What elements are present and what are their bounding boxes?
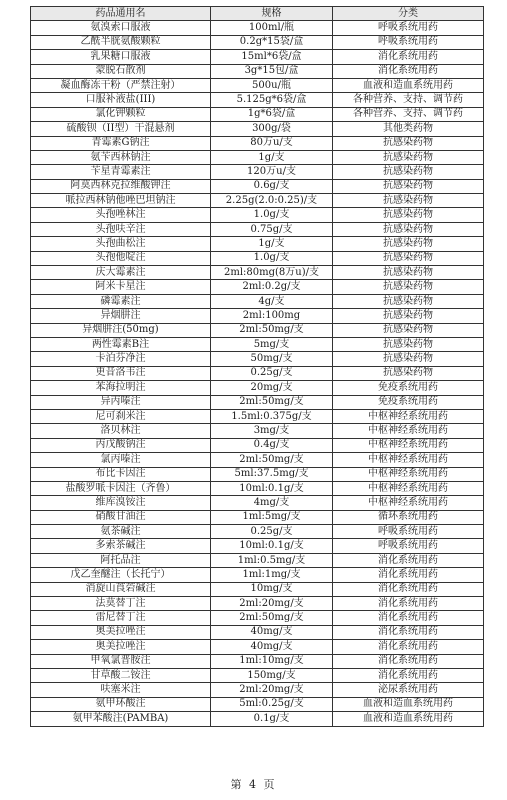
cell-specification: 5ml:0.25g/支 <box>211 697 333 711</box>
cell-category: 各种营养、支持、调节药 <box>333 93 484 107</box>
cell-specification: 20mg/支 <box>211 381 333 395</box>
table-row <box>31 683 484 697</box>
cell-drug-name: 洛贝林注 <box>31 424 211 438</box>
table-row <box>31 337 484 351</box>
cell-category: 抗感染药物 <box>333 309 484 323</box>
table-row <box>31 266 484 280</box>
cell-category: 消化系统用药 <box>333 640 484 654</box>
table-row <box>31 654 484 668</box>
table-row <box>31 453 484 467</box>
table-row <box>31 668 484 682</box>
cell-specification: 0.1g/支 <box>211 712 333 726</box>
cell-category: 消化系统用药 <box>333 50 484 64</box>
cell-drug-name: 更昔洛韦注 <box>31 366 211 380</box>
table-row <box>31 323 484 337</box>
cell-drug-name: 阿托品注 <box>31 553 211 567</box>
page-number: 第 4 页 <box>230 778 277 791</box>
table-row <box>31 539 484 553</box>
cell-category: 抗感染药物 <box>333 352 484 366</box>
cell-specification: 40mg/支 <box>211 625 333 639</box>
cell-drug-name: 氨甲环酸注 <box>31 697 211 711</box>
cell-drug-name: 凝血酶冻干粉（严禁注射） <box>31 78 211 92</box>
cell-specification: 4g/支 <box>211 294 333 308</box>
table-row <box>31 395 484 409</box>
cell-category: 抗感染药物 <box>333 194 484 208</box>
table-row <box>31 438 484 452</box>
table-row <box>31 467 484 481</box>
cell-drug-name: 氨溴索口服液 <box>31 21 211 35</box>
table-row <box>31 251 484 265</box>
cell-drug-name: 法莫替丁注 <box>31 597 211 611</box>
table-row <box>31 64 484 78</box>
header-category: 分类 <box>333 7 484 21</box>
cell-category: 消化系统用药 <box>333 553 484 567</box>
cell-drug-name: 丙戊酸钠注 <box>31 438 211 452</box>
table-row <box>31 582 484 596</box>
cell-category: 抗感染药物 <box>333 280 484 294</box>
table-row <box>31 611 484 625</box>
cell-specification: 4mg/支 <box>211 496 333 510</box>
cell-specification: 0.25g/支 <box>211 366 333 380</box>
cell-category: 消化系统用药 <box>333 64 484 78</box>
cell-category: 中枢神经系统用药 <box>333 438 484 452</box>
table-row <box>31 280 484 294</box>
cell-specification: 15ml*6袋/盒 <box>211 50 333 64</box>
table-row <box>31 222 484 236</box>
cell-specification: 80万u/支 <box>211 136 333 150</box>
cell-drug-name: 庆大霉素注 <box>31 266 211 280</box>
cell-specification: 2ml:50mg/支 <box>211 453 333 467</box>
table-row <box>31 107 484 121</box>
header-drug-name: 药品通用名 <box>31 7 211 21</box>
cell-drug-name: 奥美拉唑注 <box>31 625 211 639</box>
cell-specification: 1.0g/支 <box>211 208 333 222</box>
cell-category: 泌尿系统用药 <box>333 683 484 697</box>
cell-drug-name: 异烟肼注 <box>31 309 211 323</box>
cell-specification: 1.5ml:0.375g/支 <box>211 409 333 423</box>
cell-drug-name: 两性霉素B注 <box>31 337 211 351</box>
cell-specification: 2ml:80mg(8万u)/支 <box>211 266 333 280</box>
cell-category: 中枢神经系统用药 <box>333 409 484 423</box>
cell-category: 中枢神经系统用药 <box>333 467 484 481</box>
cell-specification: 2ml:50mg/支 <box>211 323 333 337</box>
cell-drug-name: 布比卡因注 <box>31 467 211 481</box>
cell-drug-name: 盐酸罗哌卡因注（齐鲁） <box>31 481 211 495</box>
cell-category: 消化系统用药 <box>333 668 484 682</box>
cell-category: 消化系统用药 <box>333 582 484 596</box>
cell-specification: 1g*6袋/盒 <box>211 107 333 121</box>
cell-drug-name: 氯丙嗪注 <box>31 453 211 467</box>
table-row <box>31 366 484 380</box>
table-row <box>31 496 484 510</box>
cell-category: 中枢神经系统用药 <box>333 453 484 467</box>
cell-specification: 2.25g(2.0:0.25)/支 <box>211 194 333 208</box>
table-row <box>31 640 484 654</box>
cell-category: 中枢神经系统用药 <box>333 424 484 438</box>
table-row <box>31 525 484 539</box>
cell-drug-name: 呋塞米注 <box>31 683 211 697</box>
cell-category: 消化系统用药 <box>333 654 484 668</box>
cell-drug-name: 氨茶碱注 <box>31 525 211 539</box>
cell-drug-name: 哌拉西林钠他唑巴坦钠注 <box>31 194 211 208</box>
cell-category: 抗感染药物 <box>333 179 484 193</box>
cell-category: 免疫系统用药 <box>333 395 484 409</box>
cell-specification: 300g/袋 <box>211 122 333 136</box>
cell-specification: 50mg/支 <box>211 352 333 366</box>
cell-category: 血液和造血系统用药 <box>333 78 484 92</box>
cell-drug-name: 尼可刹米注 <box>31 409 211 423</box>
cell-category: 呼吸系统用药 <box>333 35 484 49</box>
table-row <box>31 179 484 193</box>
cell-drug-name: 甲氧氯普胺注 <box>31 654 211 668</box>
cell-category: 循环系统用药 <box>333 510 484 524</box>
cell-category: 抗感染药物 <box>333 208 484 222</box>
cell-specification: 1.0g/支 <box>211 251 333 265</box>
cell-drug-name: 头孢唑林注 <box>31 208 211 222</box>
table-row <box>31 50 484 64</box>
table-row <box>31 697 484 711</box>
cell-drug-name: 磷霉素注 <box>31 294 211 308</box>
table-row <box>31 510 484 524</box>
table-row <box>31 136 484 150</box>
cell-drug-name: 青霉素G钠注 <box>31 136 211 150</box>
drug-table-container <box>30 6 483 727</box>
table-row <box>31 409 484 423</box>
cell-drug-name: 甘草酸二铵注 <box>31 668 211 682</box>
cell-drug-name: 氨苄西林钠注 <box>31 150 211 164</box>
cell-specification: 2ml:20mg/支 <box>211 683 333 697</box>
cell-drug-name: 维库溴铵注 <box>31 496 211 510</box>
cell-specification: 3mg/支 <box>211 424 333 438</box>
cell-drug-name: 蒙脱石散剂 <box>31 64 211 78</box>
cell-drug-name: 氯化钾颗粒 <box>31 107 211 121</box>
cell-category: 血液和造血系统用药 <box>333 712 484 726</box>
cell-specification: 5mg/支 <box>211 337 333 351</box>
cell-drug-name: 多索茶碱注 <box>31 539 211 553</box>
cell-specification: 2ml:0.2g/支 <box>211 280 333 294</box>
cell-drug-name: 奥美拉唑注 <box>31 640 211 654</box>
cell-specification: 1ml:10mg/支 <box>211 654 333 668</box>
cell-drug-name: 阿莫西林克拉维酸钾注 <box>31 179 211 193</box>
table-row <box>31 481 484 495</box>
cell-drug-name: 氨甲苯酸注(PAMBA) <box>31 712 211 726</box>
cell-drug-name: 口服补液盐(III) <box>31 93 211 107</box>
cell-drug-name: 乙酰半胱氨酸颗粒 <box>31 35 211 49</box>
cell-specification: 2ml:50mg/支 <box>211 395 333 409</box>
cell-drug-name: 异丙嗪注 <box>31 395 211 409</box>
cell-category: 免疫系统用药 <box>333 381 484 395</box>
cell-specification: 100ml/瓶 <box>211 21 333 35</box>
cell-specification: 3g*15包/盒 <box>211 64 333 78</box>
cell-drug-name: 异烟肼注(50mg) <box>31 323 211 337</box>
table-row <box>31 568 484 582</box>
cell-category: 中枢神经系统用药 <box>333 496 484 510</box>
cell-drug-name: 头孢他啶注 <box>31 251 211 265</box>
cell-category: 呼吸系统用药 <box>333 21 484 35</box>
cell-category: 呼吸系统用药 <box>333 525 484 539</box>
cell-category: 呼吸系统用药 <box>333 539 484 553</box>
cell-specification: 1g/支 <box>211 237 333 251</box>
cell-category: 抗感染药物 <box>333 237 484 251</box>
cell-category: 消化系统用药 <box>333 611 484 625</box>
cell-specification: 0.25g/支 <box>211 525 333 539</box>
cell-specification: 2ml:20mg/支 <box>211 597 333 611</box>
cell-category: 血液和造血系统用药 <box>333 697 484 711</box>
cell-drug-name: 硝酸甘油注 <box>31 510 211 524</box>
cell-category: 抗感染药物 <box>333 294 484 308</box>
cell-specification: 2ml:100mg <box>211 309 333 323</box>
cell-category: 中枢神经系统用药 <box>333 481 484 495</box>
header-specification: 规格 <box>211 7 333 21</box>
table-row <box>31 78 484 92</box>
cell-category: 抗感染药物 <box>333 165 484 179</box>
cell-specification: 1ml:1mg/支 <box>211 568 333 582</box>
table-row <box>31 625 484 639</box>
cell-category: 抗感染药物 <box>333 323 484 337</box>
cell-specification: 120万u/支 <box>211 165 333 179</box>
cell-specification: 1ml:0.5mg/支 <box>211 553 333 567</box>
cell-specification: 500u/瓶 <box>211 78 333 92</box>
table-row <box>31 352 484 366</box>
table-row <box>31 381 484 395</box>
table-row <box>31 309 484 323</box>
cell-drug-name: 头孢呋辛注 <box>31 222 211 236</box>
cell-specification: 150mg/支 <box>211 668 333 682</box>
cell-specification: 0.75g/支 <box>211 222 333 236</box>
cell-specification: 10ml:0.1g/支 <box>211 481 333 495</box>
cell-specification: 40mg/支 <box>211 640 333 654</box>
cell-category: 消化系统用药 <box>333 568 484 582</box>
cell-category: 抗感染药物 <box>333 337 484 351</box>
cell-specification: 10mg/支 <box>211 582 333 596</box>
table-row <box>31 122 484 136</box>
cell-drug-name: 苄星青霉素注 <box>31 165 211 179</box>
cell-drug-name: 苯海拉明注 <box>31 381 211 395</box>
table-row <box>31 553 484 567</box>
table-row <box>31 150 484 164</box>
cell-specification: 5.125g*6袋/盒 <box>211 93 333 107</box>
cell-category: 抗感染药物 <box>333 366 484 380</box>
table-row <box>31 21 484 35</box>
table-row <box>31 597 484 611</box>
cell-category: 各种营养、支持、调节药 <box>333 107 484 121</box>
cell-drug-name: 雷尼替丁注 <box>31 611 211 625</box>
cell-specification: 10ml:0.1g/支 <box>211 539 333 553</box>
cell-category: 抗感染药物 <box>333 222 484 236</box>
table-header-row <box>31 7 484 21</box>
table-row <box>31 237 484 251</box>
cell-specification: 0.2g*15袋/盒 <box>211 35 333 49</box>
cell-drug-name: 卡泊芬净注 <box>31 352 211 366</box>
cell-drug-name: 头孢曲松注 <box>31 237 211 251</box>
cell-category: 抗感染药物 <box>333 266 484 280</box>
cell-category: 抗感染药物 <box>333 251 484 265</box>
cell-specification: 1ml:5mg/支 <box>211 510 333 524</box>
cell-drug-name: 戊乙奎醚注（长托宁） <box>31 568 211 582</box>
cell-drug-name: 阿米卡星注 <box>31 280 211 294</box>
table-row <box>31 165 484 179</box>
table-row <box>31 208 484 222</box>
table-row <box>31 712 484 726</box>
cell-category: 消化系统用药 <box>333 597 484 611</box>
cell-category: 抗感染药物 <box>333 150 484 164</box>
table-row <box>31 424 484 438</box>
cell-category: 消化系统用药 <box>333 625 484 639</box>
table-row <box>31 93 484 107</box>
drug-table <box>30 6 484 727</box>
table-row <box>31 194 484 208</box>
cell-category: 抗感染药物 <box>333 136 484 150</box>
cell-specification: 0.4g/支 <box>211 438 333 452</box>
cell-specification: 2ml:50mg/支 <box>211 611 333 625</box>
cell-drug-name: 消旋山莨菪碱注 <box>31 582 211 596</box>
table-row <box>31 294 484 308</box>
cell-category: 其他类药物 <box>333 122 484 136</box>
cell-specification: 1g/支 <box>211 150 333 164</box>
cell-drug-name: 硫酸钡（II型）干混悬剂 <box>31 122 211 136</box>
cell-specification: 0.6g/支 <box>211 179 333 193</box>
cell-specification: 5ml:37.5mg/支 <box>211 467 333 481</box>
cell-drug-name: 乳果糖口服液 <box>31 50 211 64</box>
table-row <box>31 35 484 49</box>
